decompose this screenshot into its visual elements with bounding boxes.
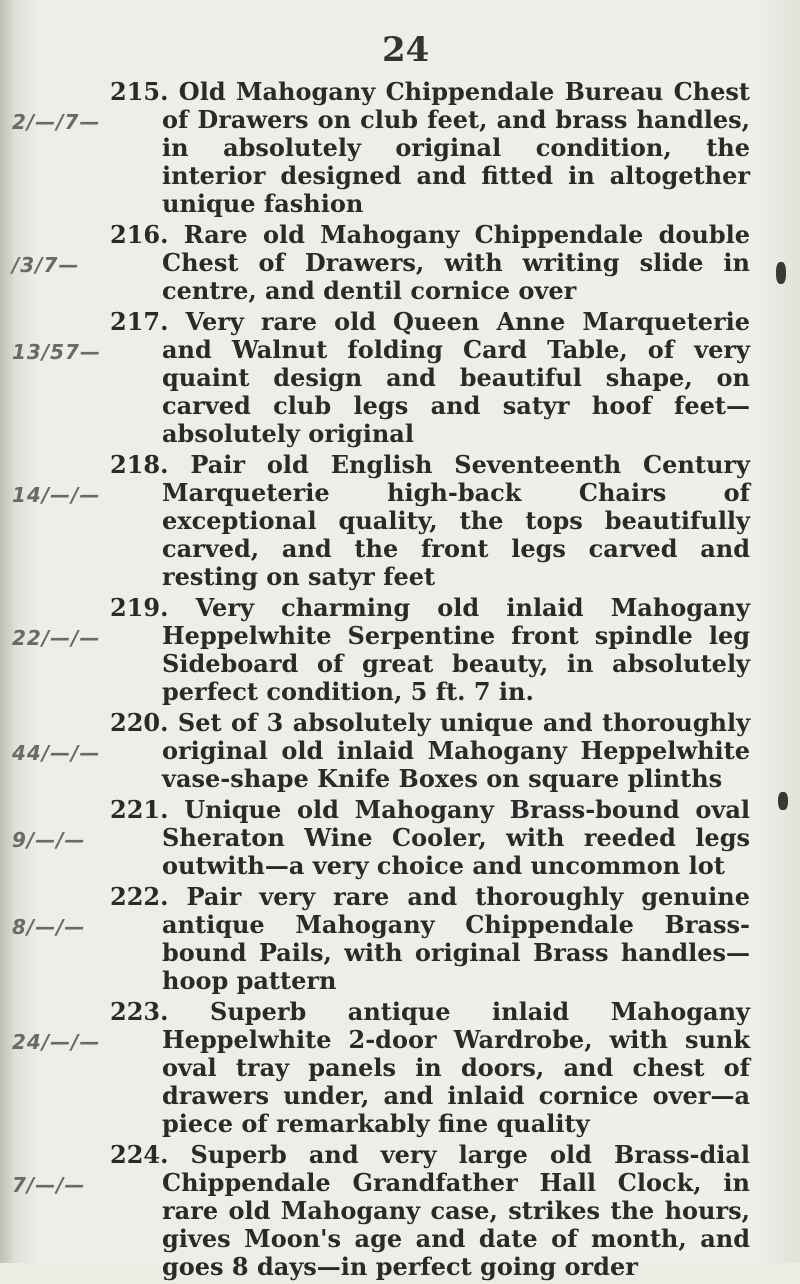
lot-description: Rare old Mahogany Chippendale double Chest of Drawers, with writing slide in centre, and dentil cornice over <box>162 220 750 305</box>
lot-number: 216. <box>110 220 169 249</box>
lot-number: 221. <box>110 795 169 824</box>
lot-number: 222. <box>110 882 169 911</box>
lot-number: 217. <box>110 307 169 336</box>
lot-entry <box>110 221 750 305</box>
lot-price: 14/—/— <box>12 483 101 507</box>
lot-price: 9/—/— <box>12 828 86 852</box>
lot-price: 2/—/7— <box>12 110 101 134</box>
lot-list <box>12 77 751 1284</box>
lot-222 <box>12 882 750 995</box>
lot-entry <box>110 308 750 448</box>
margin-ink-mark <box>776 262 786 284</box>
lot-description: Old Mahogany Chippendale Bureau Chest of Drawers on club feet, and brass handles, in absolutely original condition, the interior designed and fitted in altogether unique fashion <box>162 77 750 218</box>
lot-number: 223. <box>110 997 169 1026</box>
lot-entry <box>110 796 750 880</box>
lot-number: 219. <box>110 593 169 622</box>
lot-220 <box>12 708 751 793</box>
lot-price: 8/—/— <box>12 915 86 939</box>
lot-entry <box>110 1141 750 1281</box>
lot-description: Set of 3 absolutely unique and thoroughly original old inlaid Mahogany Heppelwhite vase-shape Knife Boxes on square plinths <box>162 708 751 793</box>
lot-217 <box>12 307 750 448</box>
lot-number: 218. <box>110 450 169 479</box>
lot-entry <box>110 451 750 591</box>
lot-description: Superb antique inlaid Mahogany Heppelwhite 2-door Wardrobe, with sunk oval tray panels in doors, and chest of drawers under, and inlaid cornice over—a piece of remarkably fine quality <box>162 997 750 1138</box>
lot-description: Unique old Mahogany Brass-bound oval Sheraton Wine Cooler, with reeded legs outwith—a very choice and uncommon lot <box>162 795 750 880</box>
lot-price: /3/7— <box>12 253 80 277</box>
lot-223 <box>12 997 750 1138</box>
lot-219 <box>12 593 750 706</box>
lot-218 <box>12 450 750 591</box>
lot-number: 215. <box>110 77 169 106</box>
lot-entry <box>110 78 750 218</box>
lot-description: Superb and very large old Brass-dial Chippendale Grandfather Hall Clock, in rare old Mahogany case, strikes the hours, gives Moon's age and date of month, and goes 8 days—in perfect going order <box>162 1140 751 1281</box>
lot-price: 22/—/— <box>12 626 101 650</box>
lot-215 <box>12 77 750 218</box>
lot-price: 13/57— <box>12 340 101 364</box>
lot-description: Pair old English Seventeenth Century Marqueterie high-back Chairs of exceptional quality, the tops beautifully carved, and the front legs carved and resting on satyr feet <box>162 450 750 591</box>
lot-price: 24/—/— <box>12 1030 101 1054</box>
lot-entry <box>110 709 750 793</box>
lot-description: Very rare old Queen Anne Marqueterie and Walnut folding Card Table, of very quaint design and beautiful shape, on carved club legs and satyr hoof feet—absolutely original <box>162 307 750 448</box>
lot-224 <box>12 1140 751 1281</box>
lot-description: Very charming old inlaid Mahogany Heppelwhite Serpentine front spindle leg Sideboard of great beauty, in absolutely perfect condition, 5 ft. 7 in. <box>162 593 750 706</box>
lot-entry <box>110 883 750 995</box>
margin-ink-mark <box>778 792 788 810</box>
lot-entry <box>110 594 750 706</box>
lot-number: 220. <box>110 708 169 737</box>
lot-entry <box>110 998 750 1138</box>
lot-221 <box>12 795 750 880</box>
lot-price: 44/—/— <box>12 741 101 765</box>
lot-number: 224. <box>110 1140 169 1169</box>
lot-description: Pair very rare and thoroughly genuine antique Mahogany Chippendale Brass-bound Pails, with original Brass handles—hoop pattern <box>162 882 750 995</box>
page-number: 24 <box>382 30 430 70</box>
lot-price: 7/—/— <box>12 1173 86 1197</box>
lot-216 <box>12 220 750 305</box>
